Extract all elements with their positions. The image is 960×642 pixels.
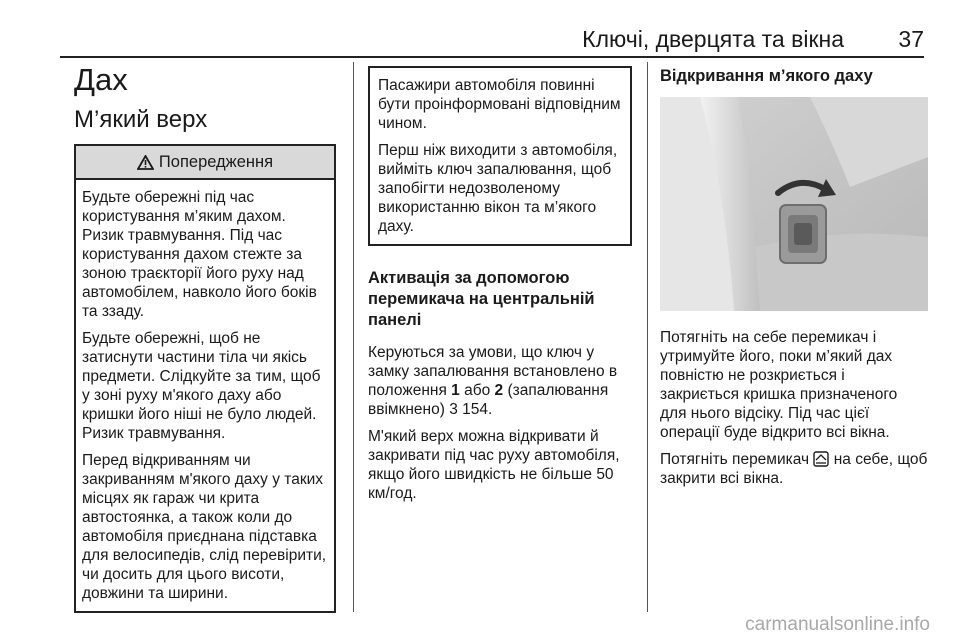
page-header xyxy=(60,22,924,58)
warning-paragraph: Перед відкриванням чи закриванням м'якого даху у таких місцях як гараж чи крита автостоянка, а також коли до автомобіля приєднана підставка для велосипедів, слід перевірити, чи досить для цього висоти, довжини та ширини. xyxy=(82,452,327,602)
watermark: carmanualsonline.info xyxy=(745,614,930,635)
header-title: Ключі, дверцята та вікна xyxy=(582,26,844,52)
center-console-switch-image xyxy=(660,97,928,311)
page-reference-link[interactable]: 3 xyxy=(449,401,458,418)
warning-box xyxy=(74,144,336,613)
subsection-title: М’який верх xyxy=(74,106,208,133)
close-windows-paragraph: Потягніть перемикач на себе, щоб закрити всі вікна. xyxy=(660,451,928,487)
page-number: 37 xyxy=(898,26,924,52)
warning-paragraph: Будьте обережні під час користування м’яким дахом. Ризик травмування. Під час користування дахом стежте за зоною траєкторії його руху над автомобілем, навколо його боків та ззаду. xyxy=(82,189,317,320)
warning-body xyxy=(76,180,334,611)
column-right xyxy=(660,66,928,488)
note-paragraph: Перш ніж виходити з автомобіля, вийміть ключ запалювання, щоб запобігти недозволеному використанню вікон та м’якого даху. xyxy=(378,142,618,235)
opening-paragraph: Потягніть на себе перемикач і утримуйте його, поки м’який дах повністю не розкриється і закриється кришка призначеного для нього відсіку. Під час цієї операції буде відкрито всі вікна. xyxy=(660,329,898,441)
opening-heading: Відкривання м’якого даху xyxy=(660,67,873,85)
warning-header xyxy=(76,146,334,180)
activation-heading: Активація за допомогою перемикача на центральній панелі xyxy=(368,269,595,329)
note-box xyxy=(368,66,632,246)
warning-paragraph: Будьте обережні, щоб не затиснути частини тіла чи якісь предмети. Слідкуйте за тим, щоб у зоні руху м'якого даху або кришки його ніші не було людей. Ризик травмування. xyxy=(82,330,321,442)
warning-heading: Попередження xyxy=(158,152,274,171)
warning-icon xyxy=(137,155,154,170)
speed-paragraph: М'який верх можна відкривати й закривати під час руху автомобіля, якщо його швидкість не більше 50 км/год. xyxy=(368,428,620,502)
column-middle xyxy=(368,66,632,503)
column-divider xyxy=(647,62,648,612)
section-title: Дах xyxy=(74,62,128,97)
column-left xyxy=(74,62,336,613)
window-switch-icon xyxy=(813,451,829,467)
column-divider xyxy=(353,62,354,612)
activation-paragraph: Керуються за умови, що ключ у замку запалювання встановлено в положення 1 або 2 (запалювання ввімкнено) 3 154. xyxy=(368,344,618,418)
note-paragraph: Пасажири автомобіля повинні бути проінформовані відповідним чином. xyxy=(378,77,621,132)
